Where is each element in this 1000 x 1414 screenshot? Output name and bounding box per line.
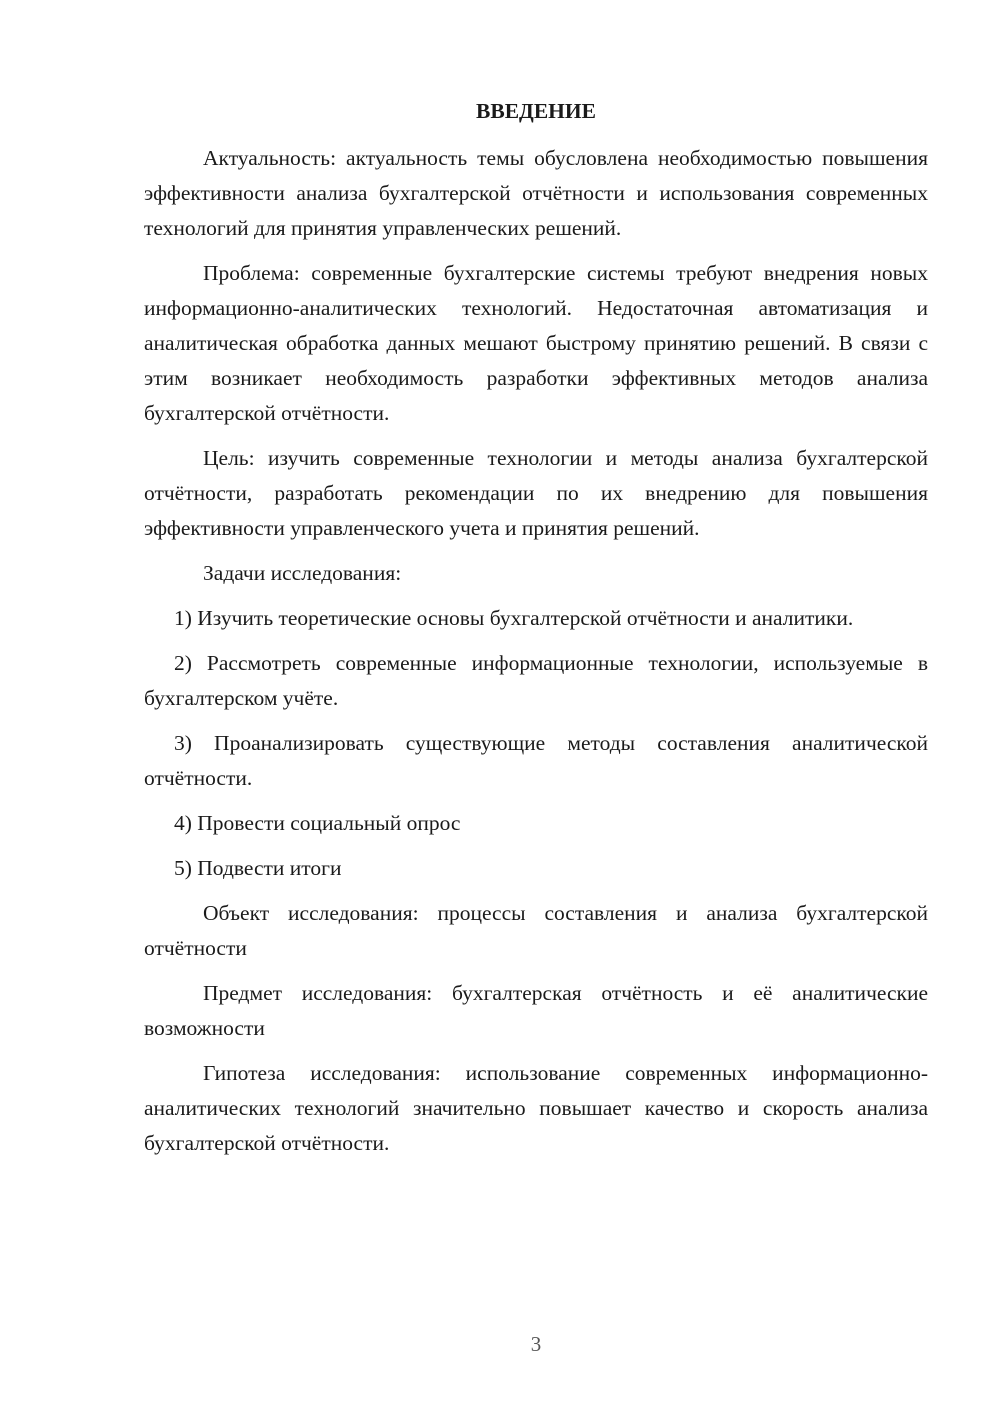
task-item-3: 3) Проанализировать существующие методы составления аналитической отчётности.: [144, 731, 928, 790]
paragraph-problem: Проблема: современные бухгалтерские системы требуют внедрения новых информационно-аналитических технологий. Недостаточная автоматизация и аналитическая обработка данных мешают быстрому принятию решений. В связи с этим возникает необходимость разработки эффективных методов анализа бухгалтерской отчётности.: [144, 261, 928, 425]
page-number: 3: [530, 1332, 542, 1356]
section-title: ВВЕДЕНИЕ: [476, 99, 596, 123]
paragraph-relevance: Актуальность: актуальность темы обусловлена необходимостью повышения эффективности анализа бухгалтерской отчётности и использования современных технологий для принятия управленческих решений.: [144, 146, 928, 240]
task-item-2: 2) Рассмотреть современные информационные технологии, используемые в бухгалтерском учёте.: [144, 651, 928, 710]
paragraph-tasks-heading: Задачи исследования:: [203, 561, 402, 585]
paragraph-goal: Цель: изучить современные технологии и методы анализа бухгалтерской отчётности, разработать рекомендации по их внедрению для повышения эффективности управленческого учета и принятия решений.: [144, 446, 928, 540]
task-item-5: 5) Подвести итоги: [174, 856, 342, 880]
task-item-4: 4) Провести социальный опрос: [174, 811, 461, 835]
paragraph-subject: Предмет исследования: бухгалтерская отчётность и её аналитические возможности: [144, 981, 928, 1040]
page-content: [144, 94, 928, 1171]
paragraph-object: Объект исследования: процессы составления и анализа бухгалтерской отчётности: [144, 901, 928, 960]
paragraph-hypothesis: Гипотеза исследования: использование современных информационно-аналитических технологий значительно повышает качество и скорость анализа бухгалтерской отчётности.: [144, 1061, 928, 1155]
task-item-1: 1) Изучить теоретические основы бухгалтерской отчётности и аналитики.: [174, 606, 854, 630]
